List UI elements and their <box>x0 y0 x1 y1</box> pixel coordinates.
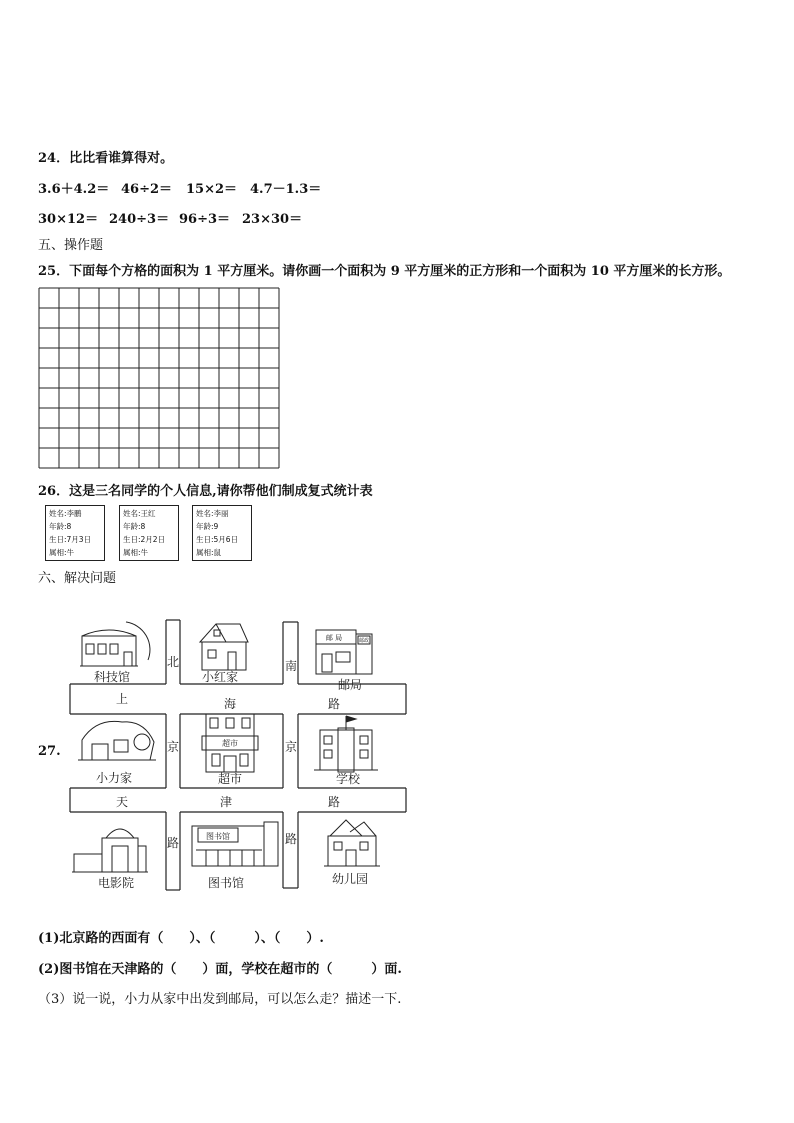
q27-number: 27. <box>38 744 61 759</box>
q24-item: 15×2＝ <box>186 182 238 197</box>
building-label: 科技馆 <box>93 670 131 684</box>
building-sign: 邮政 <box>358 638 370 644</box>
card-age: 年龄:8 <box>123 522 146 531</box>
info-card <box>192 505 252 561</box>
building-sign: 邮 局 <box>325 634 343 642</box>
section-heading: 五、操作题 <box>38 238 104 253</box>
q24-item: 23×30＝ <box>242 212 303 227</box>
q27-sub1: (1)北京路的西面有（ ）、（ ）、（ ）. <box>38 931 324 946</box>
card-zodiac: 属相:牛 <box>49 548 75 557</box>
card-name: 姓名:王红 <box>123 509 156 518</box>
road-label: 北 <box>166 655 180 669</box>
kindergarten-icon <box>324 820 380 866</box>
card-name: 姓名:李鹏 <box>49 509 82 518</box>
card-zodiac: 属相:鼠 <box>196 548 222 557</box>
building-label: 小力家 <box>95 771 133 785</box>
school-icon <box>314 716 378 772</box>
q26-title: 26．这是三名同学的个人信息,请你帮他们制成复式统计表 <box>38 484 373 499</box>
road-label: 京 <box>166 740 180 754</box>
building-label: 小红家 <box>201 670 239 684</box>
q24-item: 3.6＋4.2＝ <box>38 182 110 197</box>
building-label: 超市 <box>217 772 243 786</box>
q24-item: 4.7－1.3＝ <box>250 182 322 197</box>
post-office-icon <box>316 630 372 674</box>
road-label: 路 <box>166 836 180 850</box>
library-icon <box>192 822 278 866</box>
road-label: 京 <box>284 740 298 754</box>
building-label: 图书馆 <box>207 876 245 890</box>
building-sign: 超市 <box>222 739 238 748</box>
cinema-icon <box>72 829 148 872</box>
xiaohong-home-icon <box>200 624 248 670</box>
q24-item: 240÷3＝ <box>109 212 170 227</box>
road-label: 路 <box>284 832 298 846</box>
road-label: 津 <box>219 795 233 809</box>
q24-title: 24．比比看谁算得对。 <box>38 151 174 166</box>
q27-sub3: （3）说一说，小力从家中出发到邮局，可以怎么走？描述一下. <box>38 992 402 1007</box>
card-age: 年龄:9 <box>196 522 219 531</box>
road-label: 海 <box>223 697 237 711</box>
q27-sub2: (2)图书馆在天津路的（ ）面，学校在超市的（ ）面. <box>38 962 402 977</box>
road-label: 上 <box>115 692 129 706</box>
q25-title: 25．下面每个方格的面积为 1 平方厘米。请你画一个面积为 9 平方厘米的正方形和一个面积为 10 平方厘米的长方形。 <box>38 264 731 279</box>
road-label: 南 <box>284 659 298 673</box>
q24-item: 96÷3＝ <box>179 212 231 227</box>
card-birthday: 生日:5月6日 <box>196 535 239 544</box>
science-museum-icon <box>80 622 150 666</box>
q24-item: 30×12＝ <box>38 212 99 227</box>
road-label: 路 <box>327 795 341 809</box>
card-birthday: 生日:7月3日 <box>49 535 92 544</box>
q24-item: 46÷2＝ <box>121 182 173 197</box>
card-zodiac: 属相:牛 <box>123 548 149 557</box>
card-age: 年龄:8 <box>49 522 72 531</box>
square-grid[interactable] <box>38 287 280 469</box>
card-name: 姓名:李丽 <box>196 509 229 518</box>
info-card <box>119 505 179 561</box>
building-label: 邮局 <box>337 678 363 692</box>
road-label: 天 <box>115 795 129 809</box>
building-label: 学校 <box>335 772 361 786</box>
town-map <box>66 610 412 900</box>
card-birthday: 生日:2月2日 <box>123 535 166 544</box>
section-heading: 六、解决问题 <box>38 571 117 586</box>
xiaoli-home-icon <box>78 721 156 760</box>
info-card <box>45 505 105 561</box>
building-sign: 图书馆 <box>206 832 230 841</box>
road-label: 路 <box>327 697 341 711</box>
building-label: 电影院 <box>97 876 135 890</box>
building-label: 幼儿园 <box>331 872 369 886</box>
